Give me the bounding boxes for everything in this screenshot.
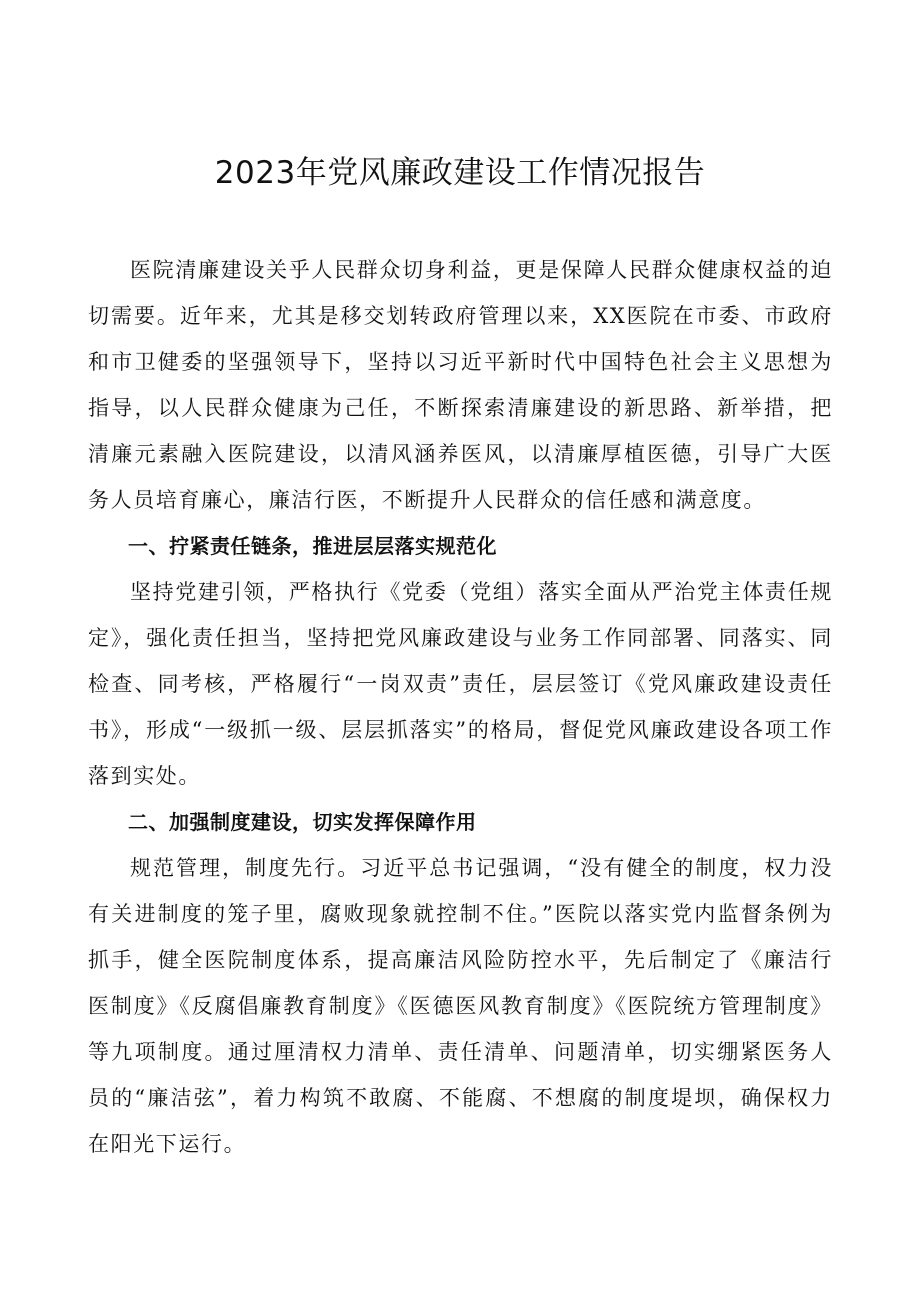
section-1-paragraph: 坚持党建引领，严格执行《党委（党组）落实全面从严治党主体责任规定》，强化责任担当，坚持把党风廉政建设与业务工作同部署、同落实、同检查、同考核，严格履行“一岗双责”责任，层层签订《党风廉政建设责任书》，形成“一级抓一级、层层抓落实”的格局，督促党风廉政建设各项工作落到实处。 [88, 580, 833, 788]
section-1-heading: 一、拧紧责任链条，推进层层落实规范化 [128, 534, 497, 558]
section-2-paragraph: 规范管理，制度先行。习近平总书记强调，“没有健全的制度，权力没有关进制度的笼子里，腐败现象就控制不住。”医院以落实党内监督条例为抓手，健全医院制度体系，提高廉洁风险防控水平，先后制定了《廉洁行医制度》《反腐倡廉教育制度》《医德医风教育制度》《医院统方管理制度》等九项制度。通过厘清权力清单、责任清单、问题清单，切实绷紧医务人员的“廉洁弦”，着力构筑不敢腐、不能腐、不想腐的制度堤坝，确保权力在阳光下运行。 [88, 856, 833, 1156]
intro-paragraph: 医院清廉建设关乎人民群众切身利益，更是保障人民群众健康权益的迫切需要。近年来，尤其是移交划转政府管理以来，XX医院在市委、市政府和市卫健委的坚强领导下，坚持以习近平新时代中国特色社会主义思想为指导，以人民群众健康为己任，不断探索清廉建设的新思路、新举措，把清廉元素融入医院建设，以清风涵养医风，以清廉厚植医德，引导广大医务人员培育廉心，廉洁行医，不断提升人民群众的信任感和满意度。 [88, 258, 833, 512]
document-title: 2023年党风廉政建设工作情况报告 [214, 155, 706, 191]
document-body [88, 247, 833, 1167]
section-2-heading: 二、加强制度建设，切实发挥保障作用 [128, 810, 477, 834]
